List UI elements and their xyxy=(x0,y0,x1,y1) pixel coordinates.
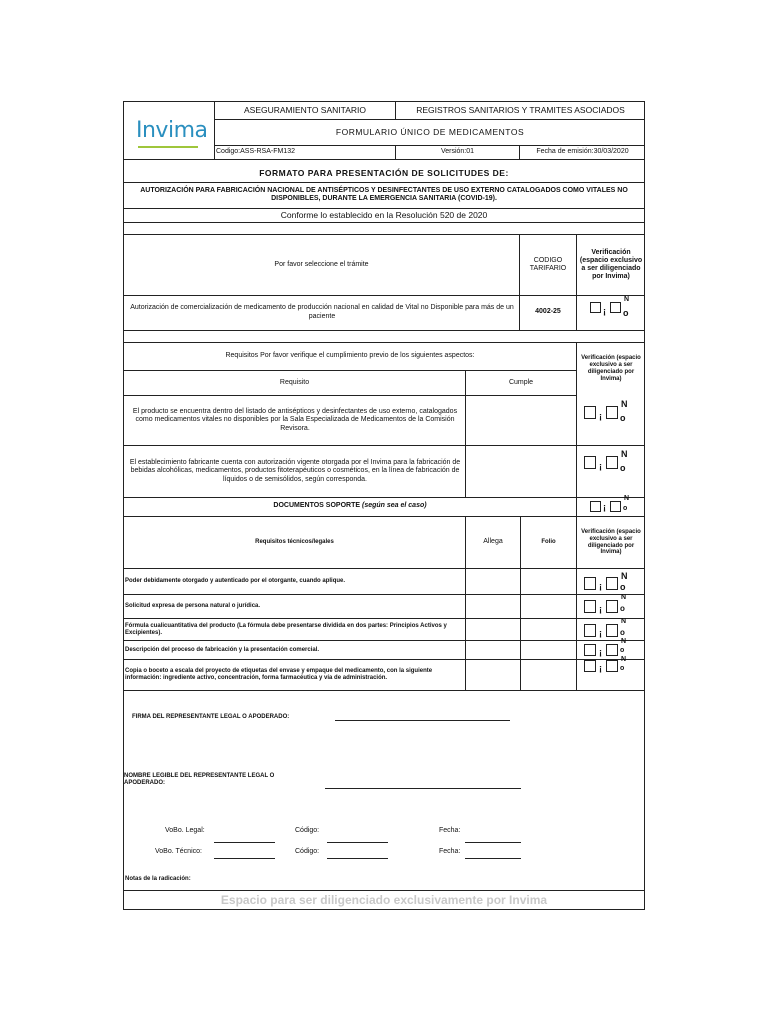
verificacion-header-tramite: Verificación (espacio exclusivo a ser diligenciado por Invima) xyxy=(579,248,643,281)
fecha-1-label: Fecha: xyxy=(439,827,461,835)
no-checkbox[interactable] xyxy=(606,644,618,656)
no-mark-o: o xyxy=(620,582,626,592)
no-mark-o: o xyxy=(620,628,625,637)
formulario-title: FORMULARIO ÚNICO DE MEDICAMENTOS xyxy=(335,126,525,137)
documento-item-1: Poder debidamente otorgado y autenticado por el otorgante, cuando aplique. xyxy=(125,578,346,585)
nombre-line[interactable] xyxy=(325,788,521,789)
no-mark-n: N xyxy=(621,571,628,581)
requisitos-prompt: Requisitos Por favor verifique el cumplimiento previo de los siguientes aspectos: xyxy=(225,351,475,359)
tramite-prompt: Por favor seleccione el trámite xyxy=(274,260,369,268)
si-checkbox[interactable] xyxy=(584,660,596,672)
espacio-invima: Espacio para ser diligenciado exclusivamente por Invima xyxy=(220,893,548,907)
no-mark-n: N xyxy=(621,449,628,459)
tramite-row-code: 4002-25 xyxy=(535,308,561,316)
no-checkbox[interactable] xyxy=(610,501,621,512)
no-mark-n: N xyxy=(624,495,630,502)
si-mark: ¡ xyxy=(599,647,602,657)
no-mark-o: o xyxy=(620,463,626,473)
no-mark-n: N xyxy=(621,656,627,663)
vobo-tecnico-line[interactable] xyxy=(214,858,275,859)
col-requisito: Requisito xyxy=(279,378,310,386)
documentos-title-text: DOCUMENTOS SOPORTE xyxy=(273,502,361,510)
no-mark-n: N xyxy=(624,296,630,303)
fecha-emision-label: Fecha de emisión:30/03/2020 xyxy=(536,148,629,156)
col-folio: Folio xyxy=(541,539,556,546)
si-mark: ¡ xyxy=(599,581,602,591)
si-mark: ¡ xyxy=(603,306,606,316)
tramite-row-text: Autorización de comercialización de medicamento de producción nacional en calidad de Vital no Disponible para más de un paciente xyxy=(130,304,514,320)
no-mark-o: o xyxy=(623,308,629,318)
fecha-2-line[interactable] xyxy=(465,858,521,859)
si-mark: ¡ xyxy=(603,502,606,512)
no-checkbox[interactable] xyxy=(606,600,618,613)
no-checkbox[interactable] xyxy=(606,577,618,590)
no-mark-n: N xyxy=(621,594,627,601)
col-cumple: Cumple xyxy=(508,378,534,386)
formato-title: FORMATO PARA PRESENTACIÓN DE SOLICITUDES DE: xyxy=(259,168,509,179)
si-mark: ¡ xyxy=(599,628,602,638)
logo-text: Invima xyxy=(136,118,208,143)
autorizacion-text: AUTORIZACIÓN PARA FABRICACIÓN NACIONAL DE ANTISÉPTICOS Y DESINFECTANTES DE USO EXTERNO CATALOGADOS COMO VITALES NO DISPONIBLES, DURANTE LA EMERGENCIA SANITARIA (COVID-19). xyxy=(140,186,628,202)
si-mark: ¡ xyxy=(599,663,602,673)
vobo-legal-line[interactable] xyxy=(214,842,275,843)
version-label: Versión:01 xyxy=(440,148,475,156)
fecha-2-label: Fecha: xyxy=(439,848,461,856)
no-checkbox[interactable] xyxy=(606,624,618,637)
documentos-title xyxy=(124,498,576,515)
documento-item-3: Fórmula cualicuantitativa del producto (La fórmula debe presentarse dividida en dos partes: Principios Activos y Excipientes). xyxy=(125,622,447,636)
vobo-tecnico-label: VoBo. Técnico: xyxy=(155,848,202,856)
no-mark-o: o xyxy=(620,604,625,613)
verificacion-header-documentos: Verificación (espacio exclusivo a ser diligenciado por Invima) xyxy=(581,528,641,556)
no-mark-o: o xyxy=(620,665,625,672)
col-requisitos-tecnicos: Requisitos técnicos/legales xyxy=(255,539,334,546)
codigo-1-label: Código: xyxy=(295,827,320,835)
codigo-2-label: Código: xyxy=(295,848,320,856)
si-mark: ¡ xyxy=(599,461,602,471)
tramite-checkbox-group[interactable] xyxy=(590,298,634,324)
documento-item-4: Descripción del proceso de fabricación y la presentación comercial. xyxy=(125,646,320,653)
verificacion-header-requisitos: Verificación (espacio exclusivo a ser diligenciado por Invima) xyxy=(581,355,641,382)
conforme-text: Conforme lo establecido en la Resolución 520 de 2020 xyxy=(280,209,488,220)
vobo-legal-label: VoBo. Legal: xyxy=(165,827,205,835)
si-mark: ¡ xyxy=(599,411,602,421)
si-checkbox[interactable] xyxy=(590,302,601,313)
si-checkbox[interactable] xyxy=(584,406,596,419)
no-checkbox[interactable] xyxy=(606,456,618,469)
firma-line[interactable] xyxy=(335,720,510,721)
si-mark: ¡ xyxy=(599,604,602,614)
si-checkbox[interactable] xyxy=(584,600,596,613)
requisito-item-2: El establecimiento fabricante cuenta con autorización vigente otorgada por el Invima para la fabricación de bebidas alcohólicas, medicamentos, productos fitoterapéuticos o cosméticos, en la línea de fabricación de líquidos o de semisólidos, según corresponda. xyxy=(129,459,461,483)
documento-item-5: Copia o boceto a escala del proyecto de etiquetas del envase y empaque del medicamento, con la siguiente información: ingrediente activo, concentración, forma farmacéutica y vía de administración. xyxy=(125,668,433,681)
no-checkbox[interactable] xyxy=(610,302,621,313)
documentos-checkbox-group[interactable] xyxy=(590,495,634,514)
si-checkbox[interactable] xyxy=(584,577,596,590)
requisito-1-checkbox-group[interactable] xyxy=(584,400,634,430)
documento-1-checkbox-group[interactable] xyxy=(584,571,634,593)
no-mark-o: o xyxy=(620,647,625,654)
codigo-tarifario-header: CODIGO TARIFARIO xyxy=(529,256,567,272)
documento-3-checkbox-group[interactable] xyxy=(584,620,634,640)
documento-2-checkbox-group[interactable] xyxy=(584,596,634,616)
notas-label: Notas de la radicación: xyxy=(125,875,191,882)
logo xyxy=(124,102,214,159)
documentos-title-note: (según sea el caso) xyxy=(361,502,427,510)
fecha-1-line[interactable] xyxy=(465,842,521,843)
no-mark-n: N xyxy=(621,638,627,645)
no-checkbox[interactable] xyxy=(606,660,618,672)
si-checkbox[interactable] xyxy=(584,644,596,656)
nombre-label: NOMBRE LEGIBLE DEL REPRESENTANTE LEGAL O APODERADO: xyxy=(124,773,275,786)
no-mark-n: N xyxy=(621,618,627,625)
si-checkbox[interactable] xyxy=(584,456,596,469)
registros-label: REGISTROS SANITARIOS Y TRAMITES ASOCIADOS xyxy=(416,104,625,115)
documento-item-2: Solicitud expresa de persona natural o jurídica. xyxy=(125,603,261,610)
codigo-1-line[interactable] xyxy=(327,842,388,843)
firma-label: FIRMA DEL REPRESENTANTE LEGAL O APODERADO: xyxy=(132,713,290,720)
documento-5-checkbox-group[interactable] xyxy=(584,657,634,677)
no-checkbox[interactable] xyxy=(606,406,618,419)
logo-underline xyxy=(138,146,198,148)
no-mark-o: o xyxy=(620,413,626,423)
codigo-label: Codigo:ASS-RSA-FM132 xyxy=(216,148,295,156)
requisito-2-checkbox-group[interactable] xyxy=(584,450,634,480)
si-checkbox[interactable] xyxy=(590,501,601,512)
si-checkbox[interactable] xyxy=(584,624,596,637)
codigo-2-line[interactable] xyxy=(327,858,388,859)
requisito-item-1: El producto se encuentra dentro del listado de antisépticos y desinfectantes de uso externo, catalogados como medicamentos vitales no disponibles por la Sala Especializada de Medicamentos de la Comisión Revisora. xyxy=(132,408,458,432)
no-mark-n: N xyxy=(621,399,628,409)
col-allega: Allega xyxy=(483,538,503,546)
no-mark-o: o xyxy=(623,505,628,512)
aseguramiento-label: ASEGURAMIENTO SANITARIO xyxy=(243,104,366,115)
